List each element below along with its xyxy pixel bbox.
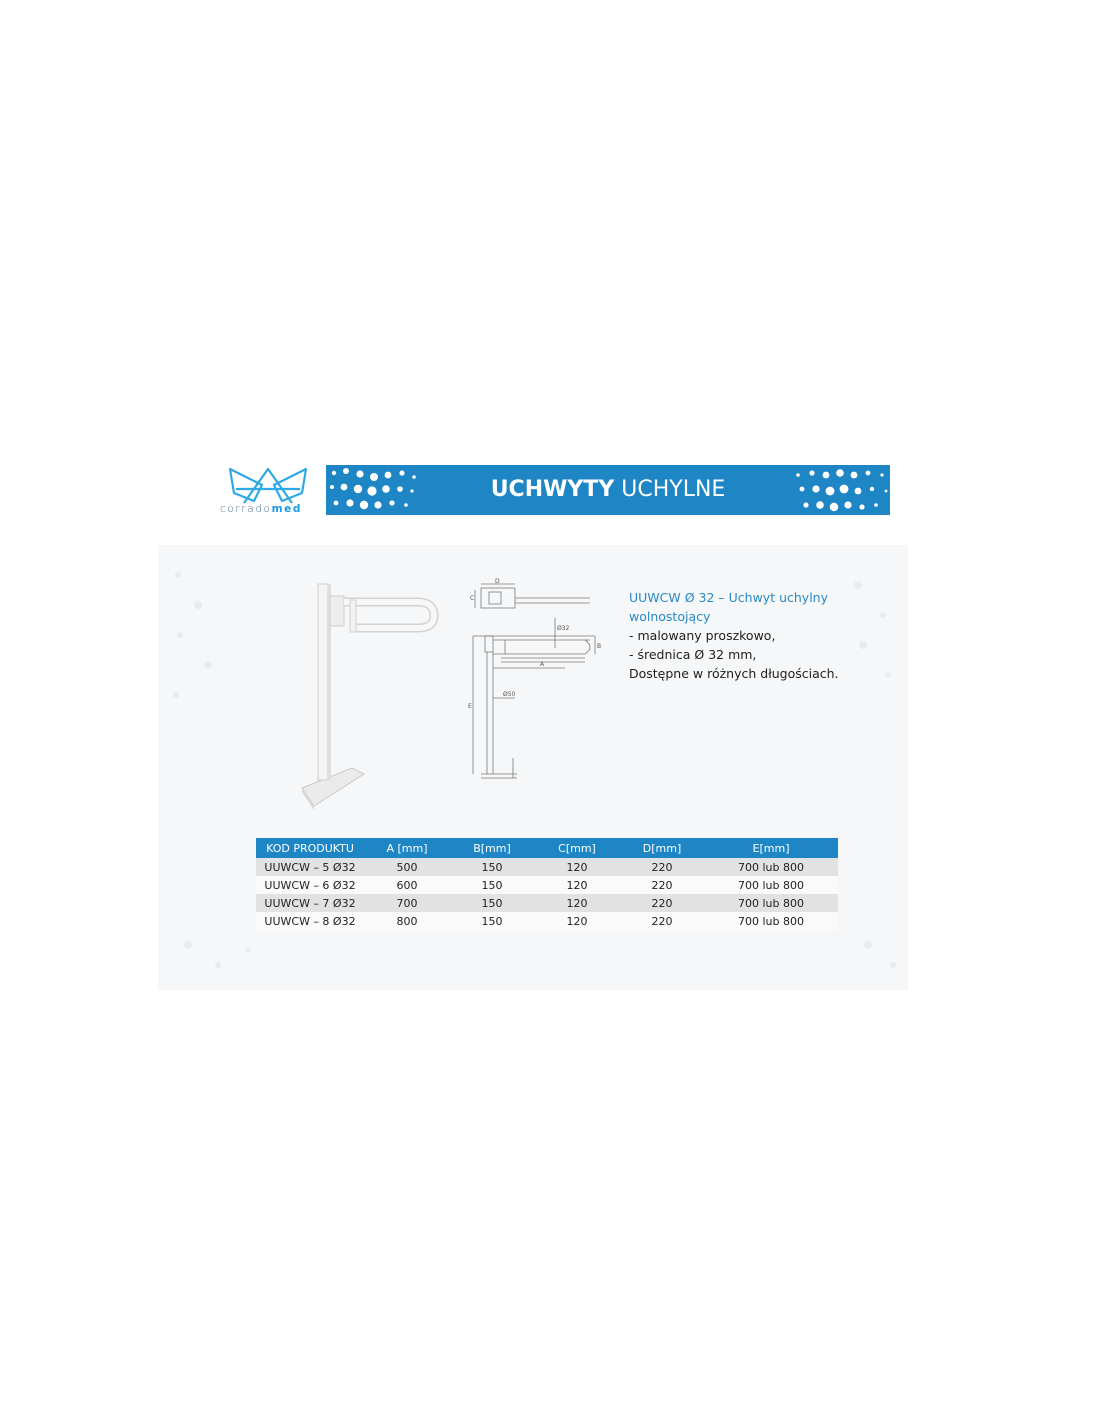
- table-cell: 150: [450, 894, 534, 912]
- table-row: [256, 912, 838, 930]
- dim-label-b: B: [597, 643, 602, 650]
- product-image: [300, 578, 440, 813]
- table-cell: 150: [450, 912, 534, 930]
- table-row: [256, 858, 838, 876]
- title-banner: [326, 465, 890, 515]
- table-cell: 120: [534, 912, 620, 930]
- table-cell: UUWCW – 7 Ø32: [256, 894, 364, 912]
- dim-label-a: A: [540, 661, 545, 668]
- butterfly-logo-icon: [214, 463, 322, 507]
- product-table: [256, 838, 838, 930]
- table-cell: 800: [364, 912, 450, 930]
- product-description: [629, 588, 859, 683]
- title-bold: UCHWYTY: [490, 477, 615, 502]
- title-regular: UCHYLNE: [621, 477, 726, 502]
- table-cell: 150: [450, 876, 534, 894]
- feature-line: Dostępne w różnych długościach.: [629, 666, 839, 681]
- logo-text-bold: med: [271, 503, 302, 515]
- table-header-row: [256, 838, 838, 858]
- technical-drawing: [465, 578, 610, 783]
- corradomed-logo: [214, 463, 322, 515]
- dim-label-e: E: [468, 703, 472, 710]
- table-cell: 120: [534, 858, 620, 876]
- table-cell: 700 lub 800: [704, 894, 838, 912]
- dim-label-50: Ø50: [503, 691, 516, 698]
- table-cell: 700: [364, 894, 450, 912]
- table-cell: 220: [620, 894, 704, 912]
- table-cell: 220: [620, 912, 704, 930]
- column-header: A [mm]: [364, 838, 450, 858]
- table-cell: 220: [620, 858, 704, 876]
- table-cell: UUWCW – 6 Ø32: [256, 876, 364, 894]
- table-row: [256, 876, 838, 894]
- column-header: D[mm]: [620, 838, 704, 858]
- product-title: UUWCW Ø 32 – Uchwyt uchylny wolnostojący: [629, 590, 828, 624]
- dim-label-32: Ø32: [557, 625, 570, 632]
- table-cell: UUWCW – 5 Ø32: [256, 858, 364, 876]
- feature-line: - średnica Ø 32 mm,: [629, 647, 757, 662]
- table-cell: UUWCW – 8 Ø32: [256, 912, 364, 930]
- column-header: E[mm]: [704, 838, 838, 858]
- table-cell: 120: [534, 894, 620, 912]
- logo-wordmark: [220, 503, 302, 515]
- table-cell: 500: [364, 858, 450, 876]
- column-header: C[mm]: [534, 838, 620, 858]
- logo-text-light: corrado: [220, 503, 272, 515]
- column-header: B[mm]: [450, 838, 534, 858]
- table-row: [256, 894, 838, 912]
- table-cell: 120: [534, 876, 620, 894]
- dim-label-c: C: [470, 595, 475, 602]
- table-cell: 220: [620, 876, 704, 894]
- dim-label-d: D: [495, 578, 500, 585]
- header-banner: [210, 463, 890, 515]
- table-cell: 600: [364, 876, 450, 894]
- decorative-dots-right-icon: [786, 465, 890, 515]
- table-cell: 700 lub 800: [704, 858, 838, 876]
- table-cell: 700 lub 800: [704, 912, 838, 930]
- table-cell: 150: [450, 858, 534, 876]
- feature-line: - malowany proszkowo,: [629, 628, 776, 643]
- column-header: KOD PRODUKTU: [256, 838, 364, 858]
- table-cell: 700 lub 800: [704, 876, 838, 894]
